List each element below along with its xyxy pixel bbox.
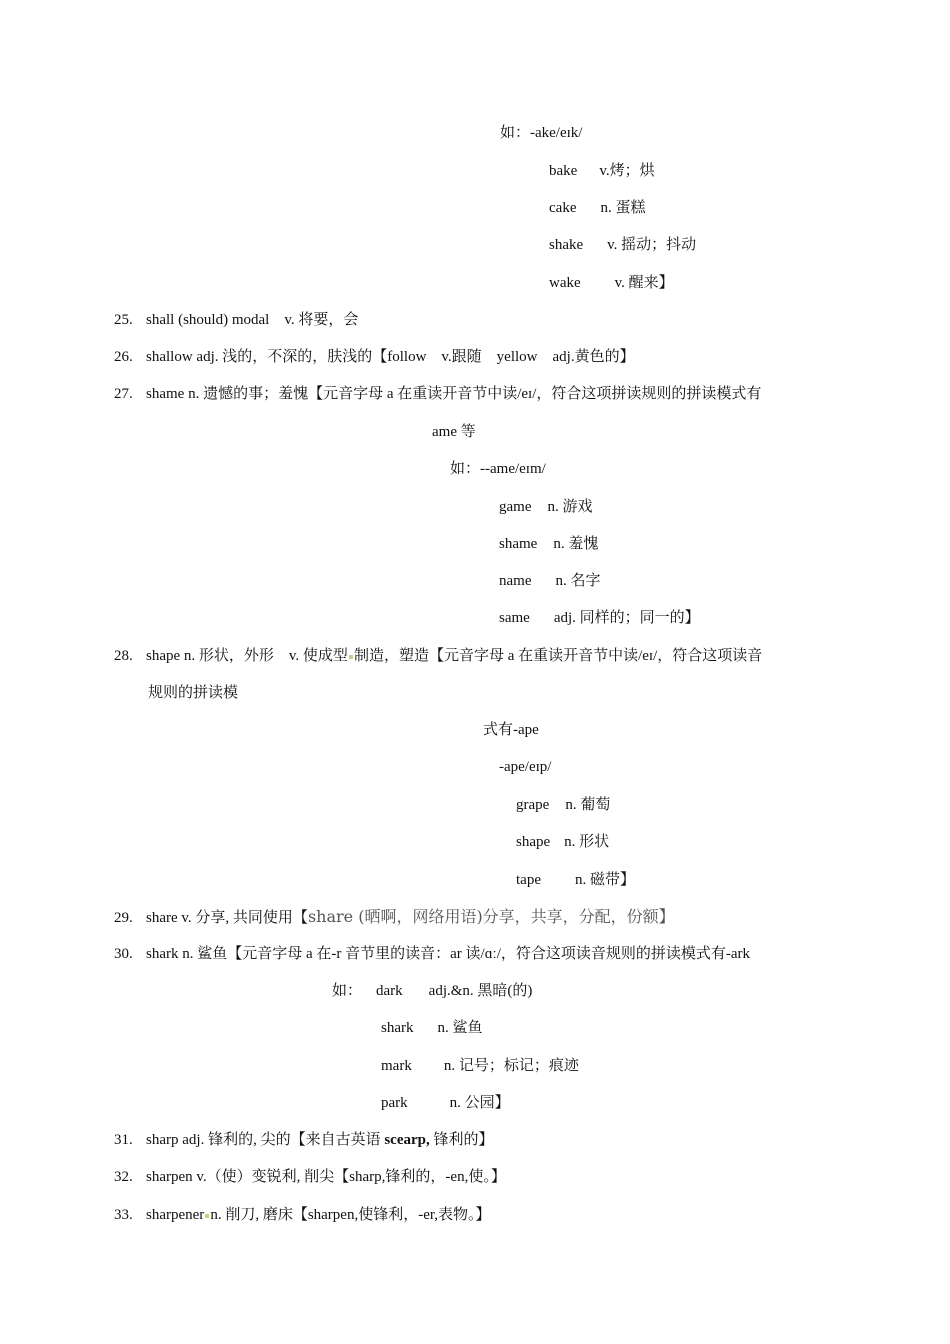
word: same bbox=[499, 610, 530, 626]
word: name bbox=[499, 573, 532, 589]
marker-dot bbox=[349, 655, 353, 659]
entry-text: 制造，塑造【元音字母 a 在重读开音节中读/eɪ/，符合这项读音 bbox=[353, 648, 763, 664]
entry-number: 32. bbox=[114, 1169, 133, 1185]
definition: n. 蛋糕 bbox=[600, 200, 646, 216]
definition: v. 摇动；抖动 bbox=[607, 237, 697, 253]
entry-number: 31. bbox=[114, 1132, 133, 1148]
entry-33 bbox=[114, 1205, 491, 1225]
entry-continuation: 规则的拼读模 bbox=[148, 685, 239, 701]
entry-26 bbox=[114, 347, 635, 367]
example-heading: 如：--ame/eɪm/ bbox=[450, 461, 546, 477]
entry-number: 30. bbox=[114, 946, 133, 962]
entry-text: 锋利的】 bbox=[429, 1132, 494, 1148]
entry-text: shallow adj. 浅的，不深的，肤浅的【follow v.跟随 yellow adj.黄色的】 bbox=[146, 349, 635, 365]
entry-text: sharpener bbox=[146, 1207, 205, 1223]
word: dark bbox=[376, 983, 403, 999]
definition: n. 鲨鱼 bbox=[437, 1020, 483, 1036]
example-label: 如： bbox=[332, 983, 363, 999]
definition: v. 醒来】 bbox=[614, 275, 674, 291]
list-item bbox=[516, 832, 609, 852]
definition: n. 羞愧 bbox=[553, 536, 599, 552]
definition: v.烤；烘 bbox=[599, 163, 655, 179]
list-item bbox=[499, 571, 601, 591]
entry-text: shape n. 形状，外形 v. 使成型 bbox=[146, 648, 348, 664]
list-item bbox=[549, 198, 646, 218]
definition: n. 葡萄 bbox=[565, 797, 611, 813]
entry-text: sharp adj. 锋利的, 尖的【来自古英语 bbox=[146, 1132, 385, 1148]
entry-text: shame n. 遗憾的事；羞愧【元音字母 a 在重读开音节中读/eɪ/，符合这项拼读规则的拼读模式有 bbox=[146, 386, 762, 402]
entry-32 bbox=[114, 1167, 506, 1187]
list-item bbox=[381, 1056, 579, 1076]
word: shake bbox=[549, 237, 584, 253]
definition: adj. 同样的；同一的】 bbox=[553, 610, 700, 626]
list-item bbox=[516, 795, 610, 815]
word: tape bbox=[516, 872, 541, 888]
entry-continuation: 式有-ape bbox=[483, 722, 539, 738]
entry-number: 28. bbox=[114, 648, 133, 664]
definition: n. 名字 bbox=[555, 573, 601, 589]
word: wake bbox=[549, 275, 581, 291]
list-item bbox=[499, 534, 598, 554]
example-heading: 如：-ake/eɪk/ bbox=[500, 125, 583, 141]
list-item bbox=[381, 1018, 483, 1038]
entry-31 bbox=[114, 1130, 494, 1150]
list-item bbox=[516, 870, 635, 890]
entry-text: n. 削刀, 磨床【sharpen,使锋利，-er,表物。】 bbox=[210, 1207, 491, 1223]
definition: n. 记号；标记；痕迹 bbox=[443, 1058, 579, 1074]
entry-note: share (晒啊，网络用语)分享，共享，分配，份额】 bbox=[307, 907, 675, 926]
definition: n. 形状 bbox=[564, 834, 610, 850]
definition: n. 公园】 bbox=[449, 1095, 510, 1111]
etymology-word: scearp, bbox=[384, 1132, 430, 1148]
entry-number: 33. bbox=[114, 1207, 133, 1223]
definition: n. 游戏 bbox=[547, 499, 593, 515]
entry-text: sharpen v.（使）变锐利, 削尖【sharp,锋利的，-en,使。】 bbox=[146, 1169, 506, 1185]
definition: adj.&n. 黑暗(的) bbox=[428, 983, 533, 999]
word: game bbox=[499, 499, 532, 515]
marker-dot bbox=[205, 1214, 209, 1218]
entry-number: 27. bbox=[114, 386, 133, 402]
list-item bbox=[332, 981, 532, 1001]
word: shape bbox=[516, 834, 551, 850]
entry-number: 26. bbox=[114, 349, 133, 365]
entry-number: 29. bbox=[114, 910, 133, 926]
list-item bbox=[381, 1093, 510, 1113]
list-item bbox=[549, 161, 655, 181]
list-item bbox=[549, 235, 696, 255]
example-heading: -ape/eɪp/ bbox=[499, 759, 552, 775]
entry-text: share v. 分享, 共同使用【 bbox=[146, 910, 308, 926]
entry-continuation: ame 等 bbox=[432, 424, 476, 440]
entry-number: 25. bbox=[114, 312, 133, 328]
word: shark bbox=[381, 1020, 414, 1036]
word: mark bbox=[381, 1058, 412, 1074]
entry-28 bbox=[114, 646, 762, 666]
word: park bbox=[381, 1095, 408, 1111]
definition: n. 磁带】 bbox=[574, 872, 635, 888]
word: shame bbox=[499, 536, 538, 552]
entry-25 bbox=[114, 310, 358, 330]
entry-text: shall (should) modal v. 将要，会 bbox=[146, 312, 359, 328]
list-item bbox=[499, 497, 593, 517]
entry-27 bbox=[114, 384, 761, 404]
entry-30 bbox=[114, 944, 750, 964]
word: grape bbox=[516, 797, 550, 813]
entry-29 bbox=[114, 907, 675, 928]
list-item bbox=[499, 608, 700, 628]
entry-text: shark n. 鲨鱼【元音字母 a 在-r 音节里的读音：ar 读/ɑː/，符合这项读音规则的拼读模式有-ark bbox=[146, 946, 751, 962]
word: cake bbox=[549, 200, 577, 216]
list-item bbox=[549, 273, 674, 293]
word: bake bbox=[549, 163, 578, 179]
